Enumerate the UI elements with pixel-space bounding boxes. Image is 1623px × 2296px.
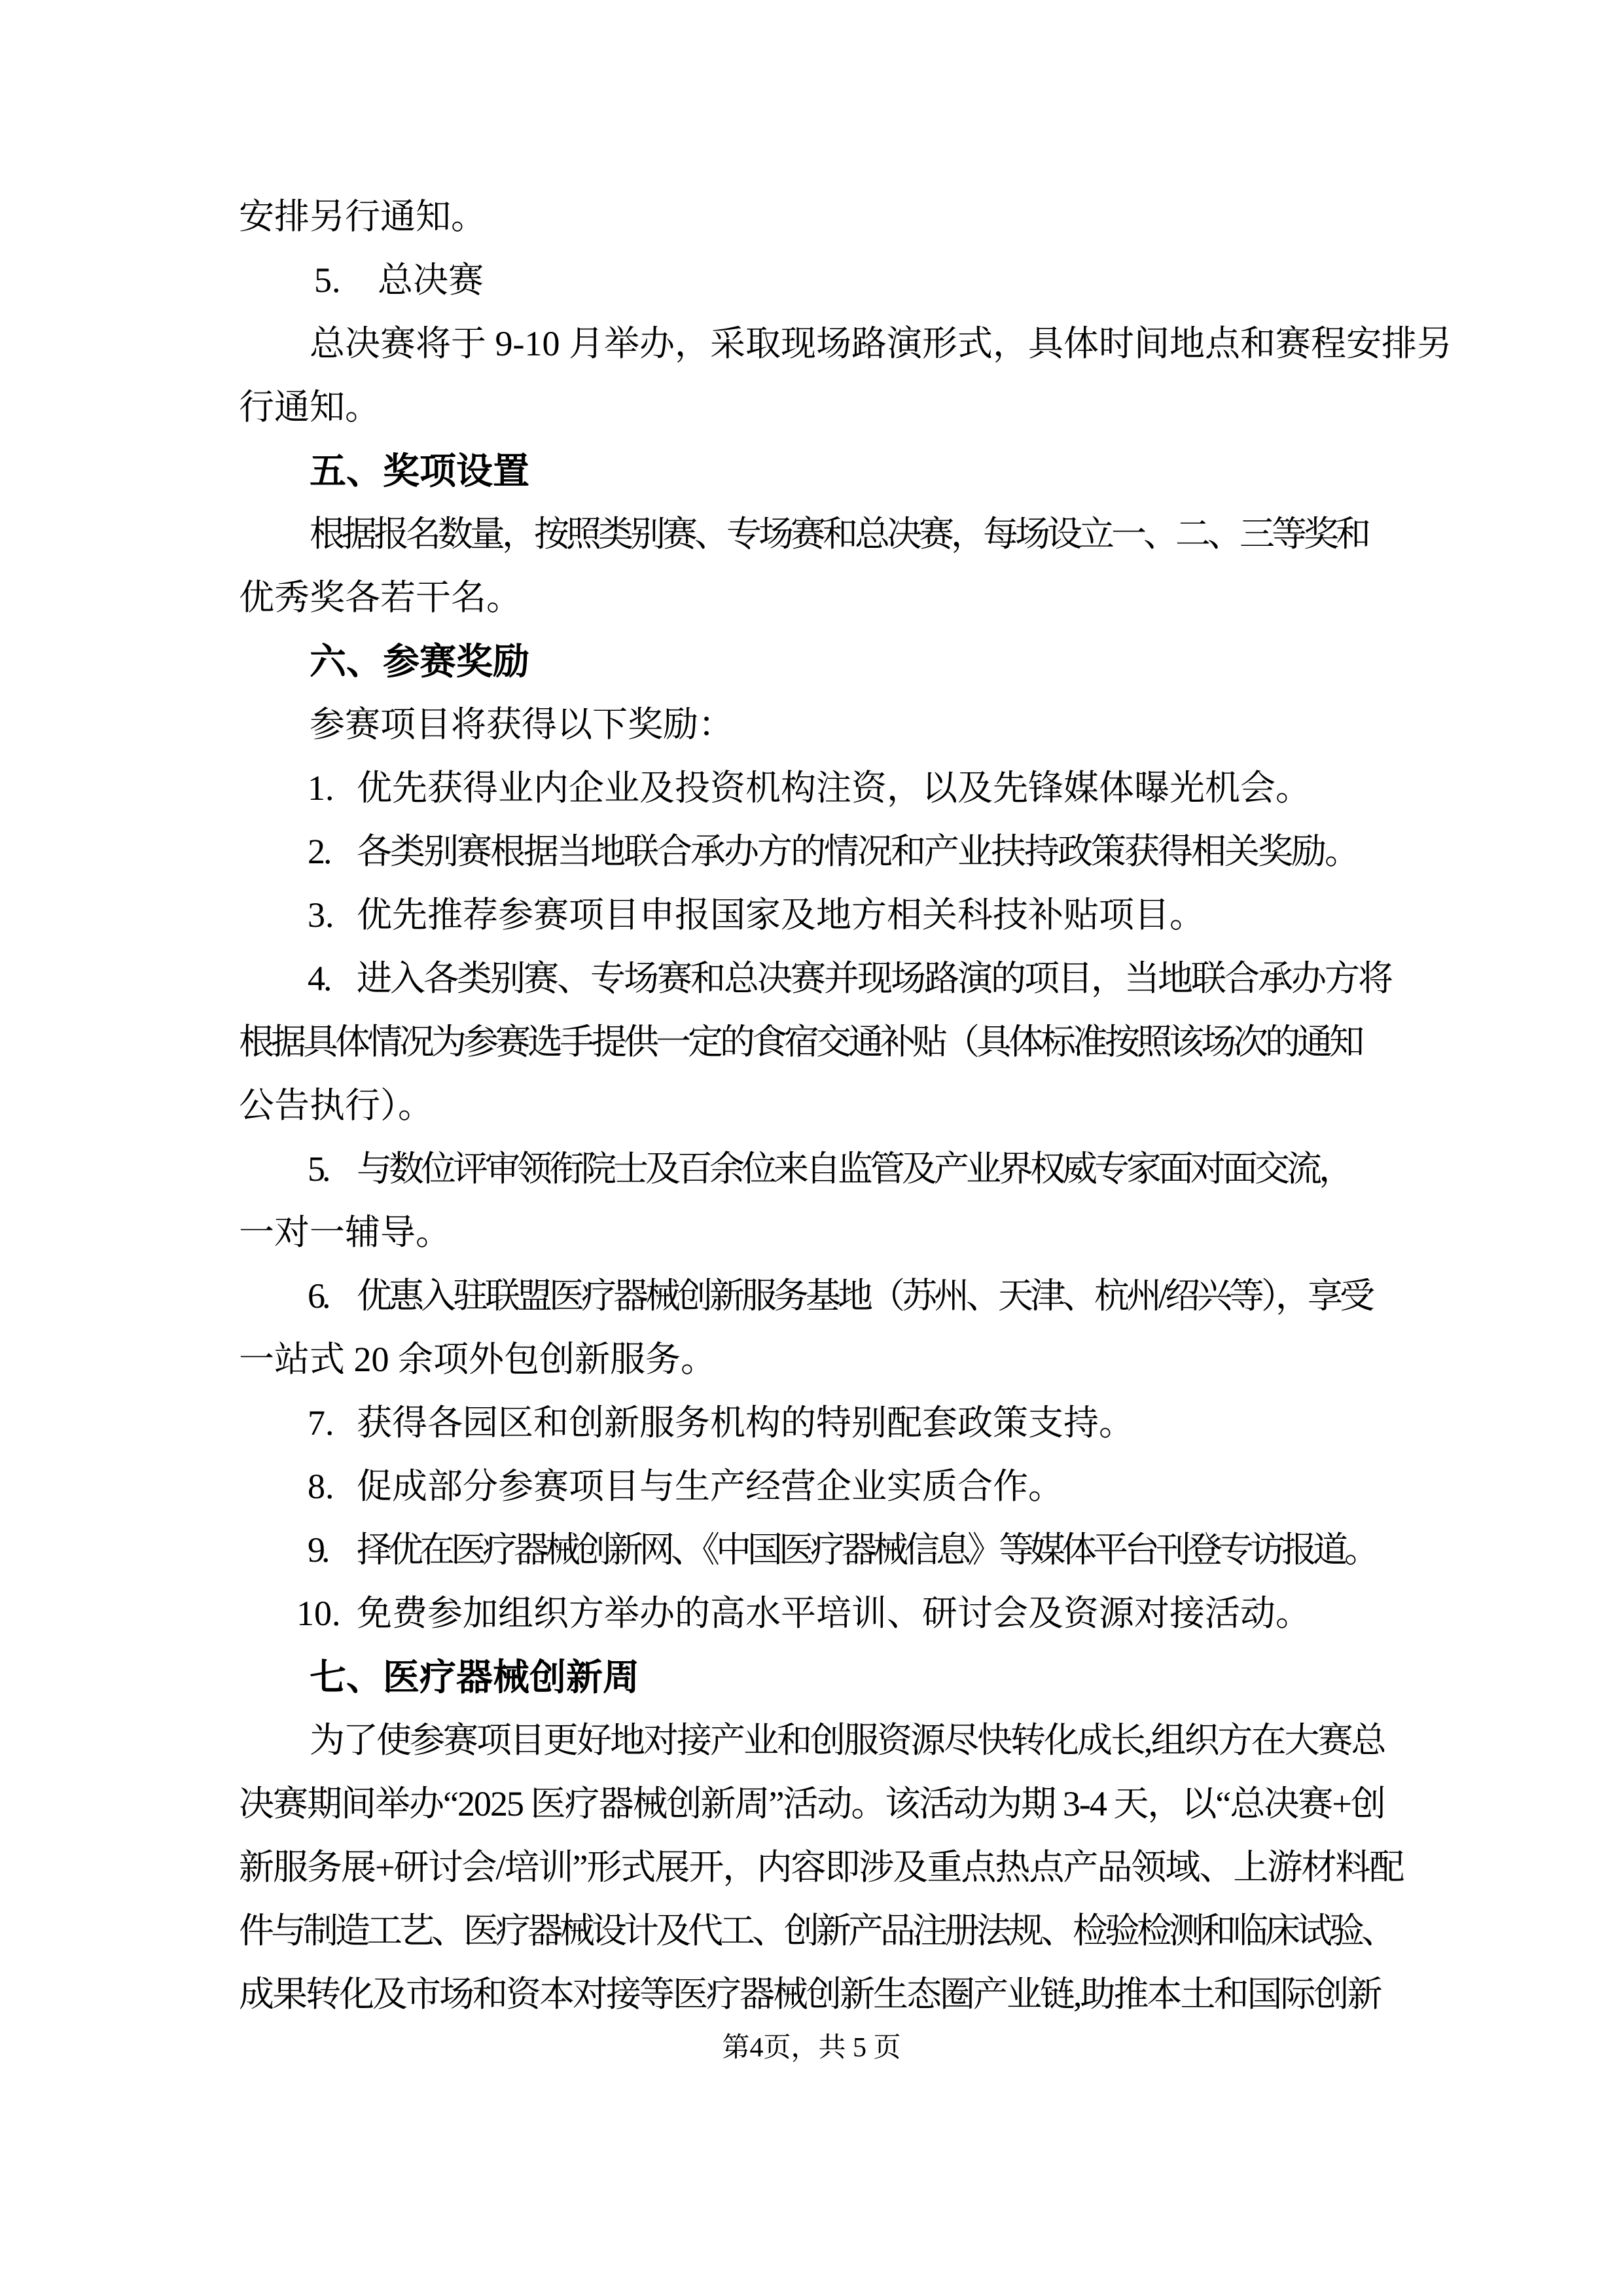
list-item-text: 各类别赛根据当地联合承办方的情况和产业扶持政策获得相关奖励。: [357, 832, 1358, 871]
section-heading: 六、参赛奖励: [310, 641, 529, 682]
list-item-text: 优惠入驻联盟医疗器械创新服务基地（苏州、天津、杭州/绍兴等），享受: [357, 1276, 1372, 1316]
list-item-text: 择优在医疗器械创新网、《中国医疗器械信息》等媒体平台刊登专访报道。: [357, 1530, 1376, 1570]
list-item-text: 获得各园区和创新服务机构的特别配套政策支持。: [357, 1403, 1134, 1443]
body-line: 成果转化及市场和资本对接等医疗器械创新生态圈产业链,助推本土和国际创新: [239, 1975, 1381, 2014]
page-footer: 第4页，共 5 页: [722, 2033, 901, 2063]
body-line: 件与制造工艺、医疗器械设计及代工、创新产品注册法规、检验检测和临床试验、: [239, 1911, 1393, 1950]
list-item: [239, 1138, 1391, 1201]
body-line: 安排另行通知。: [239, 197, 486, 236]
list-item: [239, 947, 1391, 1011]
list-number: 1.: [308, 768, 334, 808]
body-line: 一站式 20 余项外包创新服务。: [239, 1340, 716, 1379]
list-number: 5.: [308, 1149, 328, 1189]
body-line: 优秀奖各若干名。: [239, 578, 522, 617]
section-heading: 五、奖项设置: [310, 450, 529, 492]
list-item: [239, 1518, 1391, 1582]
list-item: [239, 1455, 1391, 1518]
list-item-text: 优先推荐参赛项目申报国家及地方相关科技补贴项目。: [357, 895, 1205, 935]
list-item-text: 进入各类别赛、专场赛和总决赛并现场路演的项目，当地联合承办方将: [357, 959, 1391, 998]
section-heading: 七、医疗器械创新周: [310, 1657, 639, 1698]
list-item-text: 免费参加组织方举办的高水平培训、研讨会及资源对接活动。: [357, 1594, 1311, 1633]
list-item: [239, 884, 1391, 947]
list-number: 3.: [308, 895, 334, 935]
list-number: 2.: [308, 832, 330, 871]
body-line: 根据报名数量，按照类别赛、专场赛和总决赛，每场设立一、二、三等奖和: [310, 514, 1368, 554]
document-body: [239, 185, 1452, 2026]
list-item-text: 优先获得业内企业及投资机构注资，以及先锋媒体曝光机会。: [357, 768, 1311, 808]
list-number: 4.: [308, 959, 330, 998]
body-line: 行通知。: [239, 387, 380, 427]
list-number: 10.: [296, 1594, 341, 1633]
body-line: 参赛项目将获得以下奖励：: [310, 705, 734, 744]
body-line: 总决赛将于 9-10 月举办，采取现场路演形式，具体时间地点和赛程安排另: [310, 324, 1452, 363]
list-number: 7.: [308, 1403, 334, 1443]
list-item: [239, 757, 1391, 820]
list-item: [239, 1391, 1391, 1455]
list-item-text: 与数位评审领衔院士及百余位来自监管及产业界权威专家面对面交流，: [357, 1149, 1351, 1189]
subsection-heading: [239, 249, 1391, 312]
body-line: 为了使参赛项目更好地对接产业和创服资源尽快转化成长,组织方在大赛总: [310, 1721, 1385, 1760]
body-line: 新服务展+研讨会/培训”形式展开，内容即涉及重点热点产品领域、上游材料配: [239, 1848, 1404, 1887]
list-item: [239, 820, 1391, 884]
subsection-number: 5.: [314, 260, 341, 300]
body-line: 决赛期间举办“2025 医疗器械创新周”活动。该活动为期 3-4 天，以“总决赛+创: [239, 1784, 1385, 1823]
body-line: 一对一辅导。: [239, 1213, 451, 1252]
body-line: 公告执行）。: [239, 1086, 433, 1125]
list-number: 8.: [308, 1467, 334, 1506]
list-number: 6.: [308, 1276, 328, 1316]
list-item: [239, 1265, 1391, 1328]
body-line: 根据具体情况为参赛选手提供一定的食宿交通补贴（具体标准按照该场次的通知: [239, 1022, 1361, 1062]
subsection-title: 总决赛: [378, 260, 484, 300]
list-item-text: 促成部分参赛项目与生产经营企业实质合作。: [357, 1467, 1063, 1506]
list-number: 9.: [308, 1530, 327, 1570]
list-item: [239, 1582, 1391, 1645]
